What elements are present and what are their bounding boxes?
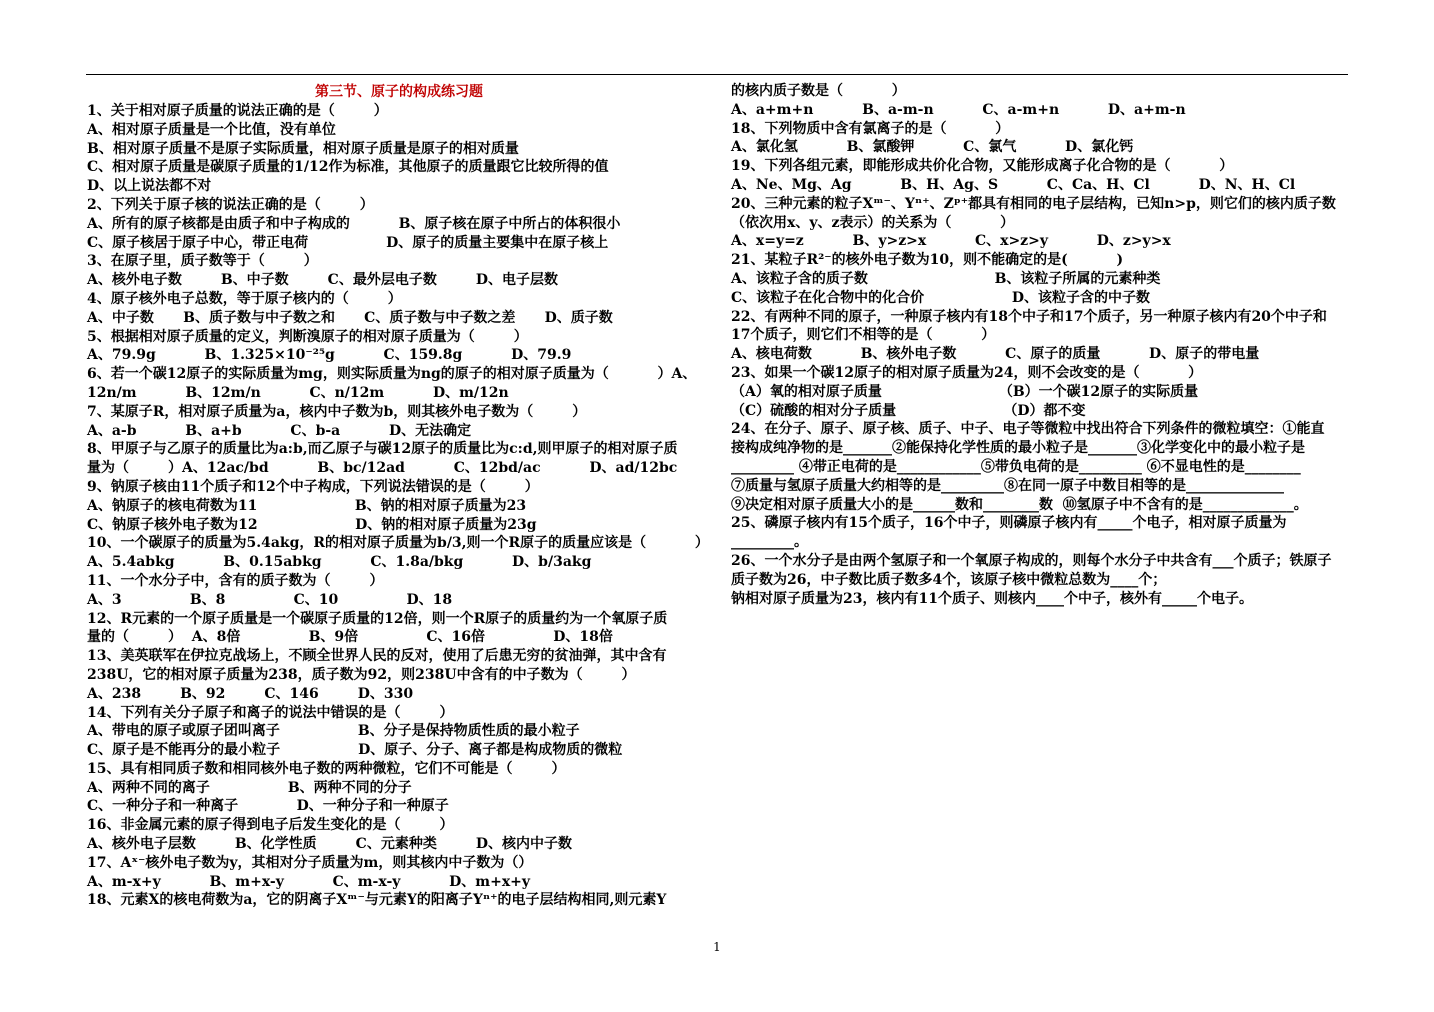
text-line: 6、若一个碳12原子的实际质量为mg，则实际质量为ng的原子的相对原子质量为（ ）A、 [87,366,697,383]
text-line: A、a+m+n B、a-m-n C、a-m+n D、a+m-n [731,101,1186,118]
text-line: 4、原子核外电子总数，等于原子核内的（ ） [87,290,402,307]
text-line: C、原子是不能再分的最小粒子 D、原子、分子、离子都是构成物质的微粒 [87,742,623,759]
text-line: A、x=y=z B、y>z>x C、x>z>y D、z>y>x [731,233,1171,250]
text-line: C、一种分子和一种离子 D、一种分子和一种原子 [87,798,449,815]
text-line: ⑦质量与氢原子质量大约相等的是_________⑧在同一原子中数目相等的是______________ [731,477,1284,494]
text-line: 2、下列关于原子核的说法正确的是（ ） [87,196,374,213]
text-line: C、相对原子质量是碳原子质量的1/12作为标准，其他原子的质量跟它比较所得的值 [87,159,609,176]
text-line: 量为（ ）A、12ac/bd B、bc/12ad C、12bd/ac D、ad/12bc [87,460,678,477]
text-line: 18、下列物质中含有氯离子的是（ ） [731,120,1010,137]
text-line: C、该粒子在化合物中的化合价 D、该粒子含的中子数 [731,289,1151,306]
text-line: A、该粒子含的质子数 B、该粒子所属的元素种类 [731,270,1161,287]
text-line: 12、R元素的一个原子质量是一个碳原子质量的12倍，则一个R原子的质量约为一个氧原子质 [87,610,668,627]
text-line: 26、一个水分子是由两个氢原子和一个氧原子构成的，则每个水分子中共含有___个质子；铁原子 [731,552,1332,569]
text-line: 10、一个碳原子的质量为5.4akg，R的相对原子质量为b/3,则一个R原子的质量应该是（ ） [87,535,709,552]
text-line: A、钠原子的核电荷数为11 B、钠的相对原子质量为23 [87,497,527,514]
text-line: A、5.4abkg B、0.15abkg C、1.8a/bkg D、b/3akg [87,554,592,571]
text-line: _________ ④带正电荷的是____________⑤带负电荷的是_________ ⑥不显电性的是________ [731,458,1301,475]
text-line: 质子数为26，中子数比质子数多4个，该原子核中微粒总数为____个； [731,571,1167,588]
page-title: 第三节、原子的构成练习题 [315,84,483,100]
text-line: 19、下列各组元素，即能形成共价化合物，又能形成离子化合物的是（ ） [731,158,1234,175]
text-line: 24、在分子、原子、原子核、质子、中子、电子等微粒中找出符合下列条件的微粒填空：①能直 [731,421,1325,438]
text-line: 20、三种元素的粒子Xᵐ⁻、Yⁿ⁺、Zᵖ⁺都具有相同的电子层结构，已知n>p，则它们的核内质子数 [731,195,1336,212]
text-line: 17、Aˣ⁻核外电子数为y，其相对分子质量为m，则其核内中子数为（） [87,854,533,871]
text-line: A、Ne、Mg、Ag B、H、Ag、S C、Ca、H、Cl D、N、H、Cl [731,176,1296,193]
text-line: A、氯化氢 B、氯酸钾 C、氯气 D、氯化钙 [731,139,1134,156]
text-line: 接构成纯净物的是_______②能保持化学性质的最小粒子是_______③化学变化中的最小粒子是 [731,440,1305,457]
text-line: 1、关于相对原子质量的说法正确的是（ ） [87,103,388,119]
text-line: （A）氧的相对原子质量 （B）一个碳12原子的实际质量 [731,383,1199,400]
text-line: 16、非金属元素的原子得到电子后发生变化的是（ ） [87,817,454,834]
text-line: ⑨决定相对原子质量大小的是______数和________数 ⑩氢原子中不含有的是_____________。 [731,496,1308,513]
header-rule [86,74,1348,75]
text-line: 23、如果一个碳12原子的相对原子质量为24，则不会改变的是（ ） [731,364,1203,381]
text-line: 25、磷原子核内有15个质子，16个中子，则磷原子核内有_____个电子，相对原子质量为 [731,515,1287,532]
text-line: 22、有两种不同的原子，一种原子核内有18个中子和17个质子，另一种原子核内有20个中子和 [731,308,1327,325]
text-line: 钠相对原子质量为23，核内有11个质子、则核内____个中子，核外有_____个电子。 [731,590,1253,607]
right-question-list [731,82,1351,608]
text-line: 11、一个水分子中，含有的质子数为（ ） [87,572,384,589]
text-line: 238U，它的相对原子质量为238，质子数为92，则238U中含有的中子数为（ ） [87,666,636,683]
text-line: B、相对原子质量不是原子实际质量，相对原子质量是原子的相对质量 [87,140,519,157]
text-line: C、原子核居于原子中心，带正电荷 D、原子的质量主要集中在原子核上 [87,234,609,251]
text-line: C、钠原子核外电子数为12 D、钠的相对原子质量为23g [87,516,537,533]
text-line: A、核外电子层数 B、化学性质 C、元素种类 D、核内中子数 [87,836,572,853]
text-line: A、238 B、92 C、146 D、330 [87,685,414,702]
text-line: A、带电的原子或原子团叫离子 B、分子是保持物质性质的最小粒子 [87,723,580,740]
text-line: 15、具有相同质子数和相同核外电子数的两种微粒，它们不可能是（ ） [87,760,566,777]
text-line: 量的（ ） A、8倍 B、9倍 C、16倍 D、18倍 [87,629,613,646]
text-line: 17个质子，则它们不相等的是（ ） [731,327,996,344]
text-line: 14、下列有关分子原子和离子的说法中错误的是（ ） [87,704,454,721]
text-line: A、核外电子数 B、中子数 C、最外层电子数 D、电子层数 [87,272,558,289]
text-line: A、3 B、8 C、10 D、18 [87,591,453,608]
text-line: A、a-b B、a+b C、b-a D、无法确定 [87,422,472,439]
text-line: （依次用x、y、z表示）的关系为（ ） [731,214,1015,231]
text-line: 的核内质子数是（ ） [731,83,906,99]
text-line: _________。 [731,534,808,551]
right-column [731,82,1351,608]
text-line: 13、美英联军在伊拉克战场上，不顾全世界人民的反对，使用了后患无穷的贫油弹，其中含有 [87,648,667,665]
text-line: （C）硫酸的相对分子质量 （D）都不变 [731,402,1086,419]
page-number: 1 [713,940,721,954]
text-line: 9、钠原子核由11个质子和12个中子构成，下列说法错误的是（ ） [87,478,539,495]
text-line: 18、元素X的核电荷数为a，它的阴离子Xᵐ⁻与元素Y的阳离子Yⁿ⁺的电子层结构相同,则元素Y [87,892,667,909]
text-line: 5、根据相对原子质量的定义，判断溴原子的相对原子质量为（ ） [87,328,528,345]
text-line: A、中子数 B、质子数与中子数之和 C、质子数与中子数之差 D、质子数 [87,309,613,326]
text-line: A、核电荷数 B、核外电子数 C、原子的质量 D、原子的带电量 [731,346,1260,363]
text-line: A、两种不同的离子 B、两种不同的分子 [87,779,412,796]
text-line: D、以上说法都不对 [87,178,212,195]
text-line: A、79.9g B、1.325×10⁻²⁵g C、159.8g D、79.9 [87,347,572,364]
text-line: A、所有的原子核都是由质子和中子构成的 B、原子核在原子中所占的体积很小 [87,215,621,232]
text-line: A、m-x+y B、m+x-y C、m-x-y D、m+x+y [87,873,531,890]
text-line: 8、甲原子与乙原子的质量比为a:b,而乙原子与碳12原子的质量比为c:d,则甲原子的相对原子质 [87,441,678,458]
text-line: 21、某粒子R²⁻的核外电子数为10，则不能确定的是( ) [731,252,1124,269]
text-line: A、相对原子质量是一个比值，没有单位 [87,121,336,138]
text-line: 3、在原子里，质子数等于（ ） [87,253,318,270]
text-line: 12n/m B、12m/n C、n/12m D、m/12n [87,384,509,401]
text-line: 7、某原子R，相对原子质量为a，核内中子数为b，则其核外电子数为（ ） [87,403,587,420]
left-column [87,82,711,910]
left-question-list [87,102,711,910]
